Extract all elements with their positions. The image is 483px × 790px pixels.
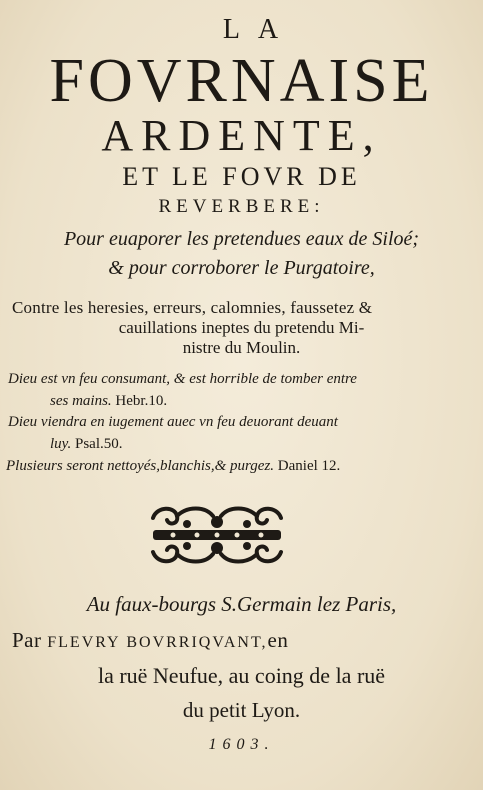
- quote-2-reference: Psal.50.: [75, 436, 123, 452]
- quote-1-continuation: ses mains.: [50, 393, 112, 409]
- against-line-2: cauillations ineptes du pretendu Mi-: [118, 318, 365, 337]
- printer-first-name: FLEVRY: [47, 634, 121, 651]
- imprint-printer-line: [12, 628, 288, 653]
- quote-2-continuation: luy.: [50, 436, 72, 452]
- printer-last-name: BOVRRIQVANT,: [126, 634, 268, 651]
- imprint-par: Par: [12, 628, 42, 652]
- purpose-line-1: Pour euaporer les pretendues eaux de Siloé;: [63, 228, 420, 250]
- title-line-reverbere: REVERBERE:: [158, 196, 325, 217]
- quote-1-reference: Hebr.10.: [115, 393, 168, 409]
- imprint-en: en: [267, 628, 289, 652]
- quote-1-line-2: [50, 393, 167, 410]
- quote-1-line-1: Dieu est vn feu consumant, & est horrible de tomber entre: [8, 371, 357, 387]
- against-line-1: Contre les heresies, erreurs, calomnies, faussetez &: [12, 298, 373, 317]
- quote-3-reference: Daniel 12.: [277, 458, 341, 474]
- quote-3-line-1: [6, 458, 340, 475]
- purpose-line-2: & pour corroborer le Purgatoire,: [108, 257, 375, 279]
- imprint-address-line-1: la ruë Neufue, au coing de la ruë: [97, 663, 386, 688]
- imprint-place: Au faux-bourgs S.Germain lez Paris,: [86, 592, 397, 616]
- title-line-four: ET LE FOVR DE: [122, 162, 361, 191]
- title-line-ardente: ARDENTE,: [101, 111, 382, 160]
- against-line-3: nistre du Moulin.: [182, 338, 301, 357]
- title-line-fournaise: FOVRNAISE: [49, 47, 434, 115]
- quote-2-line-2: [50, 436, 123, 453]
- imprint-address-line-2: du petit Lyon.: [182, 698, 301, 722]
- title-line-la: LA: [222, 14, 297, 45]
- quote-2-line-1: Dieu viendra en iugement auec vn feu deuorant deuant: [8, 414, 338, 430]
- imprint-year: 1603.: [208, 736, 275, 753]
- quote-3-text: Plusieurs seront nettoyés,blanchis,& purgez.: [6, 458, 275, 474]
- printers-flourish-ornament-icon: [147, 500, 287, 570]
